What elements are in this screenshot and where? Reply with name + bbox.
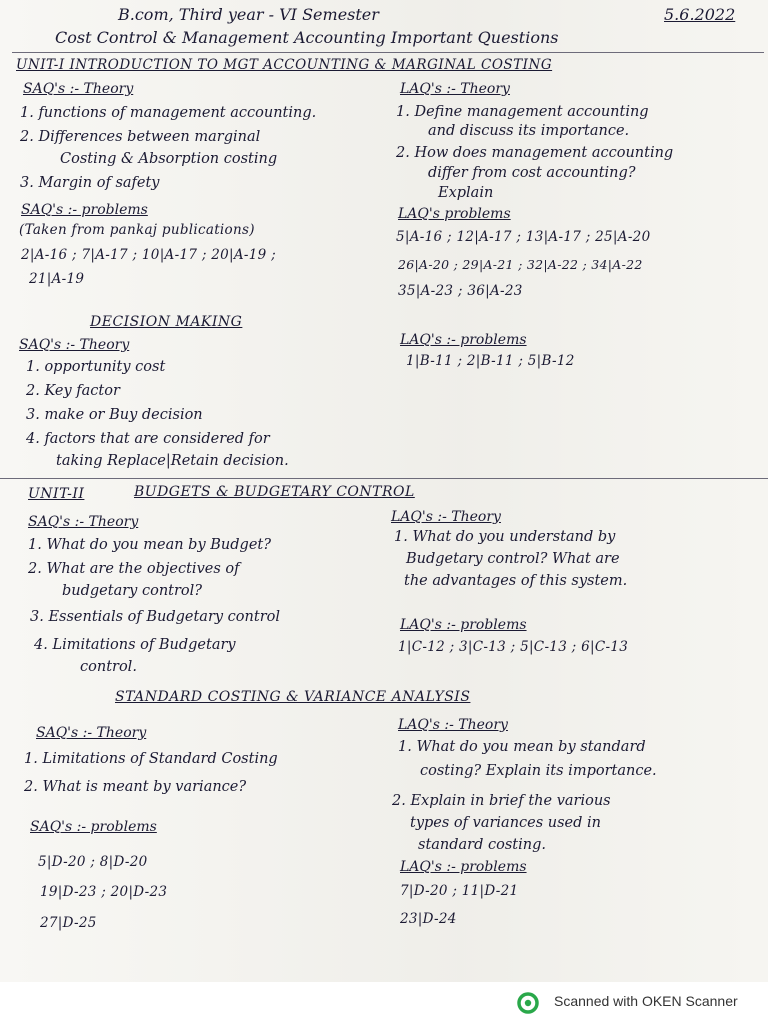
standard-laq-item-2b: types of variances used in — [410, 815, 602, 831]
date: 5.6.2022 — [664, 5, 736, 24]
decision-making-title: DECISION MAKING — [90, 314, 243, 330]
unit1-laq-item-1b: and discuss its importance. — [428, 123, 630, 139]
standard-saq-item-2: 2. What is meant by variance? — [24, 779, 247, 795]
unit1-saq-problems-line-1: 2|A-16 ; 7|A-17 ; 10|A-17 ; 20|A-19 ; — [21, 247, 277, 263]
standard-saq-problems-heading: SAQ's :- problems — [30, 819, 157, 835]
standard-saq-problems-line-1: 5|D-20 ; 8|D-20 — [38, 854, 148, 870]
document-title: Cost Control & Management Accounting Important Questions — [55, 28, 559, 47]
standard-costing-title: STANDARD COSTING & VARIANCE ANALYSIS — [115, 689, 471, 705]
unit1-laq-problems-line-1: 5|A-16 ; 12|A-17 ; 13|A-17 ; 25|A-20 — [396, 229, 651, 245]
unit1-title: UNIT-I INTRODUCTION TO MGT ACCOUNTING & MARGINAL COSTING — [16, 57, 553, 73]
standard-laq-item-1b: costing? Explain its importance. — [420, 763, 657, 779]
standard-laq-item-2: 2. Explain in brief the various — [392, 793, 611, 809]
unit1-laq-problems-line-3: 35|A-23 ; 36|A-23 — [398, 283, 523, 299]
unit2-saq-item-1: 1. What do you mean by Budget? — [28, 537, 272, 553]
decision-item-4b: taking Replace|Retain decision. — [56, 453, 289, 469]
unit2-saq-theory-heading: SAQ's :- Theory — [28, 514, 139, 530]
unit1-saq-item-2b: Costing & Absorption costing — [60, 151, 278, 167]
unit2-laq-problems-line: 1|C-12 ; 3|C-13 ; 5|C-13 ; 6|C-13 — [398, 639, 629, 655]
unit1-laq-item-1: 1. Define management accounting — [396, 104, 649, 120]
unit2-saq-item-4: 4. Limitations of Budgetary — [34, 637, 236, 653]
unit1-laq-item-2: 2. How does management accounting — [396, 145, 674, 161]
decision-saq-heading: SAQ's :- Theory — [19, 337, 130, 353]
unit1-saq-item-1: 1. functions of management accounting. — [20, 105, 317, 121]
standard-saq-problems-line-2: 19|D-23 ; 20|D-23 — [40, 884, 168, 900]
unit2-laq-item-1c: the advantages of this system. — [404, 573, 628, 589]
decision-item-4: 4. factors that are considered for — [26, 431, 270, 447]
unit2-laq-item-1b: Budgetary control? What are — [406, 551, 620, 567]
standard-laq-problems-heading: LAQ's :- problems — [400, 859, 527, 875]
unit2-saq-item-2b: budgetary control? — [62, 583, 203, 599]
decision-item-1: 1. opportunity cost — [26, 359, 166, 375]
course-title: B.com, Third year - VI Semester — [118, 5, 379, 24]
unit1-laq-problems-heading: LAQ's problems — [398, 206, 511, 222]
unit-divider — [0, 478, 768, 479]
unit1-saq-theory-heading: SAQ's :- Theory — [23, 81, 134, 97]
decision-laq-line: 1|B-11 ; 2|B-11 ; 5|B-12 — [406, 353, 575, 369]
unit1-laq-item-2b: differ from cost accounting? — [428, 165, 636, 181]
unit1-laq-theory-heading: LAQ's :- Theory — [400, 81, 510, 97]
standard-laq-item-2c: standard costing. — [418, 837, 546, 853]
unit1-laq-problems-line-2: 26|A-20 ; 29|A-21 ; 32|A-22 ; 34|A-22 — [398, 257, 643, 272]
standard-laq-problems-line-1: 7|D-20 ; 11|D-21 — [400, 883, 519, 899]
unit1-saq-item-2: 2. Differences between marginal — [20, 129, 261, 145]
unit2-title: BUDGETS & BUDGETARY CONTROL — [134, 484, 415, 500]
standard-laq-problems-line-2: 23|D-24 — [400, 911, 457, 927]
unit2-label: UNIT-II — [28, 486, 85, 502]
unit2-saq-item-3: 3. Essentials of Budgetary control — [30, 609, 280, 625]
decision-item-3: 3. make or Buy decision — [26, 407, 203, 423]
decision-item-2: 2. Key factor — [26, 383, 120, 399]
unit1-saq-problems-note: (Taken from pankaj publications) — [19, 222, 255, 238]
header-rule — [12, 52, 764, 53]
unit1-saq-item-3: 3. Margin of safety — [20, 175, 160, 191]
standard-saq-theory-heading: SAQ's :- Theory — [36, 725, 147, 741]
logo-inner-dot — [525, 1000, 531, 1006]
standard-laq-item-1: 1. What do you mean by standard — [398, 739, 646, 755]
unit2-saq-item-4b: control. — [80, 659, 137, 675]
unit2-laq-item-1: 1. What do you understand by — [394, 529, 616, 545]
unit2-laq-problems-heading: LAQ's :- problems — [400, 617, 527, 633]
standard-laq-theory-heading: LAQ's :- Theory — [398, 717, 508, 733]
scanner-watermark: Scanned with OKEN Scanner — [554, 993, 738, 1009]
unit1-laq-item-2c: Explain — [438, 185, 494, 201]
unit2-laq-theory-heading: LAQ's :- Theory — [391, 509, 501, 525]
decision-laq-heading: LAQ's :- problems — [400, 332, 527, 348]
standard-saq-problems-line-3: 27|D-25 — [40, 915, 97, 931]
oken-scanner-logo-icon — [517, 992, 539, 1014]
unit2-saq-item-2: 2. What are the objectives of — [28, 561, 240, 577]
unit1-saq-problems-line-2: 21|A-19 — [29, 271, 85, 287]
unit1-saq-problems-heading: SAQ's :- problems — [21, 202, 148, 218]
standard-saq-item-1: 1. Limitations of Standard Costing — [24, 751, 278, 767]
